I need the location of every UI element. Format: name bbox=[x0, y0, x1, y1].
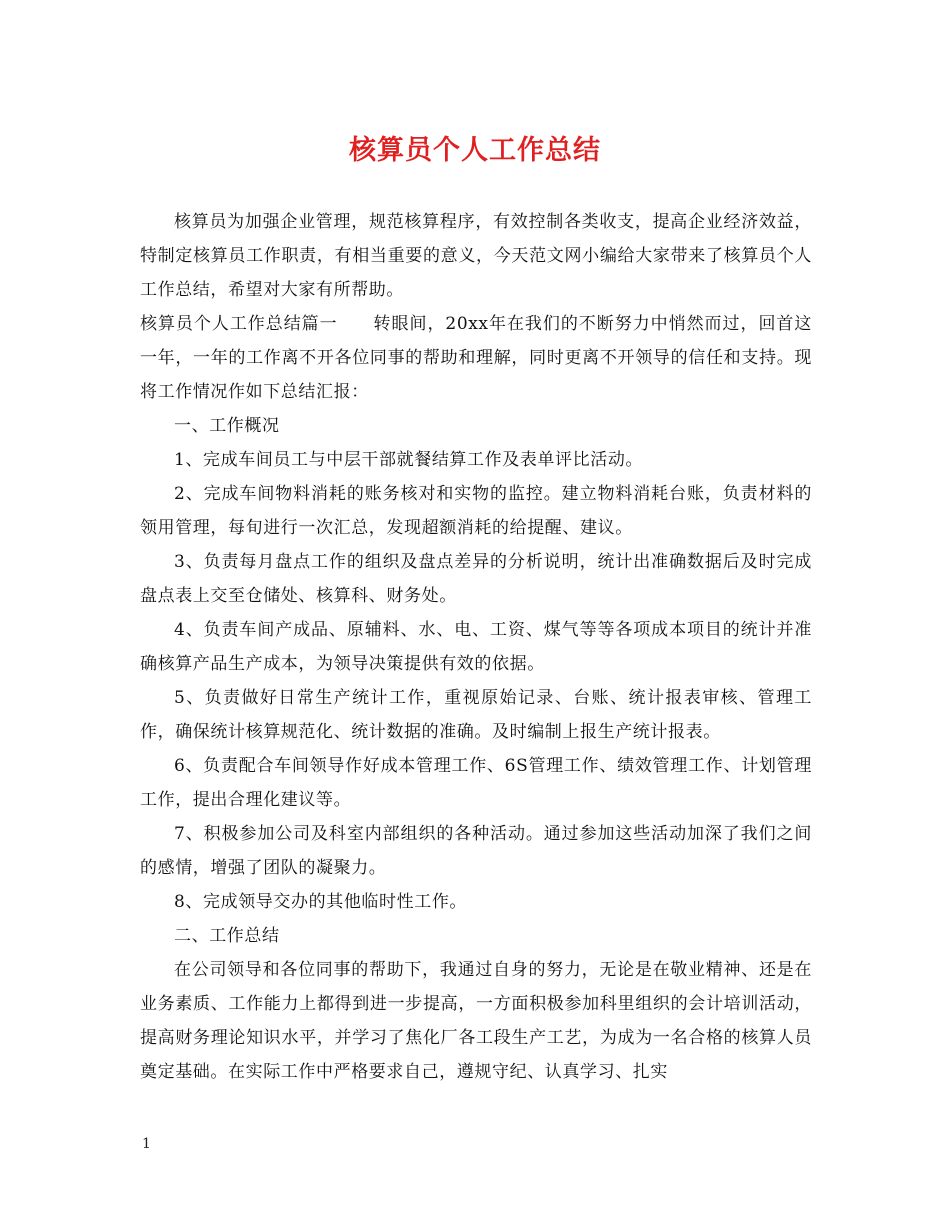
list-item-6: 6、负责配合车间领导作好成本管理工作、6S管理工作、绩效管理工作、计划管理工作，提出合理化建议等。 bbox=[140, 756, 812, 810]
document-body bbox=[140, 205, 812, 1089]
list-item-3: 3、负责每月盘点工作的组织及盘点差异的分析说明，统计出准确数据后及时完成盘点表上交至仓储处、核算科、财务处。 bbox=[140, 552, 812, 606]
paragraph-summary: 在公司领导和各位同事的帮助下，我通过自身的努力，无论是在敬业精神、还是在业务素质、工作能力上都得到进一步提高，一方面积极参加科里组织的会计培训活动，提高财务理论知识水平，并学习了焦化厂各工段生产工艺，为成为一名合格的核算人员奠定基础。在实际工作中严格要求自己，遵规守纪、认真学习、扎实 bbox=[140, 960, 812, 1082]
list-item-4: 4、负责车间产成品、原辅料、水、电、工资、煤气等等各项成本项目的统计并准确核算产品生产成本，为领导决策提供有效的依据。 bbox=[140, 620, 812, 674]
list-item-8: 8、完成领导交办的其他临时性工作。 bbox=[174, 892, 468, 912]
document-title: 核算员个人工作总结 bbox=[349, 135, 601, 166]
list-item-1: 1、完成车间员工与中层干部就餐结算工作及表单评比活动。 bbox=[174, 450, 644, 470]
paragraph-intro: 核算员为加强企业管理，规范核算程序，有效控制各类收支，提高企业经济效益，特制定核算员工作职责，有相当重要的意义，今天范文网小编给大家带来了核算员个人工作总结，希望对大家有所帮助。 bbox=[140, 212, 812, 300]
list-item-7: 7、积极参加公司及科室内部组织的各种活动。通过参加这些活动加深了我们之间的感情，增强了团队的凝聚力。 bbox=[140, 824, 812, 878]
list-item-5: 5、负责做好日常生产统计工作，重视原始记录、台账、统计报表审核、管理工作，确保统计核算规范化、统计数据的准确。及时编制上报生产统计报表。 bbox=[140, 688, 812, 742]
section-heading-work-summary: 二、工作总结 bbox=[174, 926, 280, 946]
page-number: 1 bbox=[142, 1136, 151, 1152]
paragraph-chapter-one-start: 核算员个人工作总结篇一 转眼间，20xx年在我们的不断努力中悄然而过，回首这一年，一年的工作离不开各位同事的帮助和理解，同时更离不开领导的信任和支持。现将工作情况作如下总结汇报： bbox=[140, 314, 812, 402]
section-heading-work-overview: 一、工作概况 bbox=[174, 416, 280, 436]
list-item-2: 2、完成车间物料消耗的账务核对和实物的监控。建立物料消耗台账，负责材料的领用管理，每旬进行一次汇总，发现超额消耗的给提醒、建议。 bbox=[140, 484, 812, 538]
